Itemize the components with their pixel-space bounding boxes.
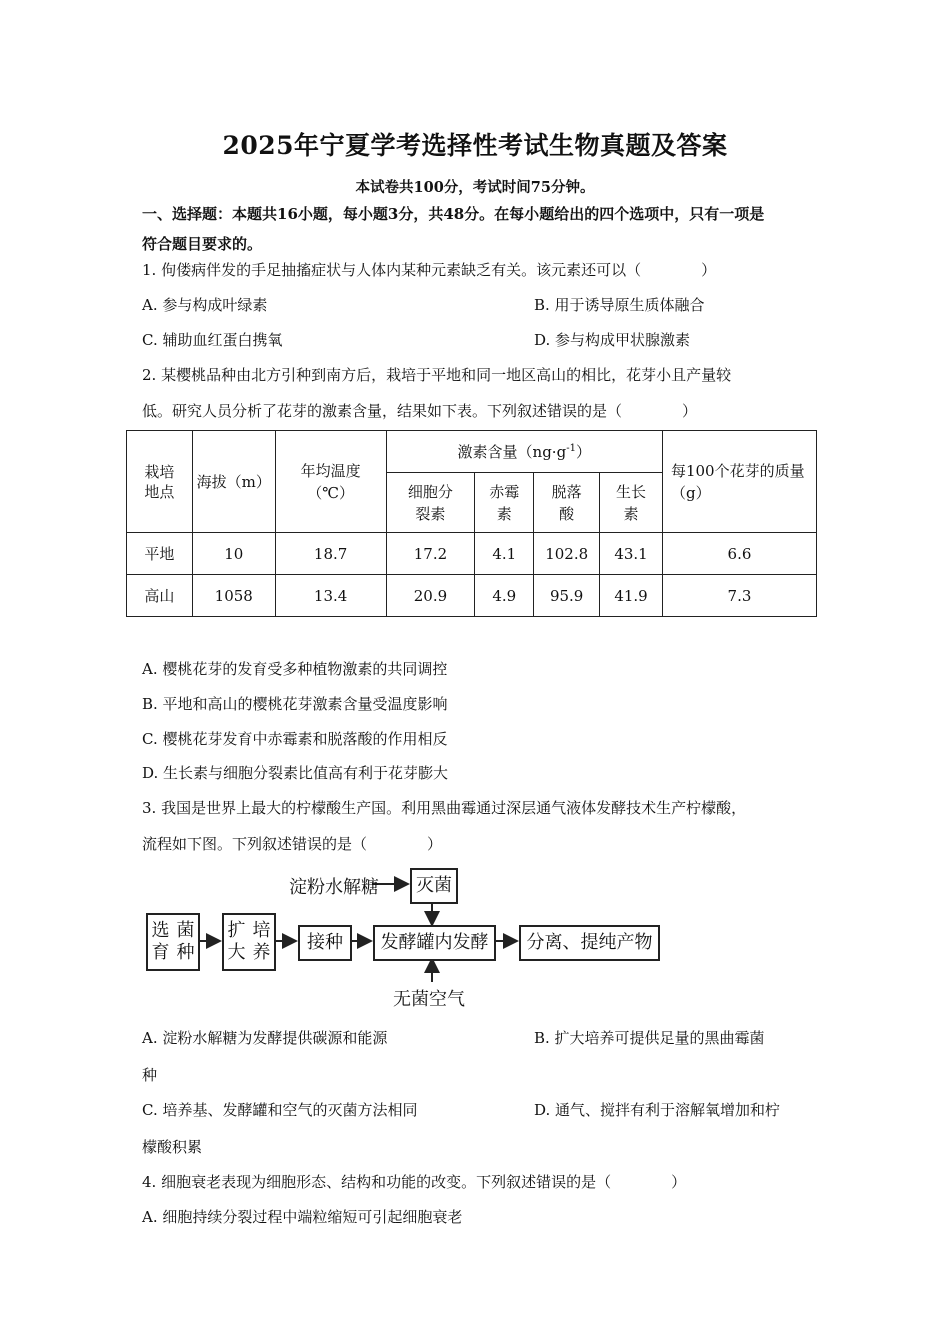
header-bud-mass: 每100个花芽的质量（g） bbox=[662, 431, 816, 533]
table-row bbox=[127, 575, 817, 617]
table-row bbox=[127, 533, 817, 575]
cell-auxin: 43.1 bbox=[600, 533, 663, 575]
cell-bud-mass: 6.6 bbox=[662, 533, 816, 575]
q3-stem-line2: 流程如下图。下列叙述错误的是（ ） bbox=[142, 835, 443, 853]
box-separate-purify: 分离、提纯产物 bbox=[519, 925, 660, 961]
box-expand-culture: 扩大 培养 bbox=[222, 913, 276, 971]
section-heading-line2: 符合题目要求的。 bbox=[142, 235, 263, 253]
q3-option-d: D. 通气、搅拌有利于溶解氧增加和柠 bbox=[534, 1101, 781, 1119]
header-hormone: 激素含量$(ng\cdot g^{-1})$ bbox=[386, 431, 662, 473]
q3-option-b: B. 扩大培养可提供足量的黑曲霉菌 bbox=[534, 1029, 765, 1047]
q1-stem: 1. 佝偻病伴发的手足抽搐症状与人体内某种元素缺乏有关。该元素还可以（ ） bbox=[142, 261, 717, 279]
q4-option-a: A. 细胞持续分裂过程中端粒缩短可引起细胞衰老 bbox=[142, 1208, 463, 1226]
label-sterile-air: 无菌空气 bbox=[393, 989, 465, 1010]
box-fermentation: 发酵罐内发酵 bbox=[373, 925, 496, 961]
cell-altitude: 10 bbox=[192, 533, 275, 575]
header-temperature: 年均温度（℃） bbox=[275, 431, 386, 533]
cell-temperature: 18.7 bbox=[275, 533, 386, 575]
q3-option-a: A. 淀粉水解糖为发酵提供碳源和能源 bbox=[142, 1029, 388, 1047]
cell-altitude: 1058 bbox=[192, 575, 275, 617]
box-inoculate: 接种 bbox=[298, 925, 352, 961]
q3-option-c: C. 培养基、发酵罐和空气的灭菌方法相同 bbox=[142, 1101, 418, 1119]
header-altitude: 海拔（m） bbox=[192, 431, 275, 533]
header-gibberellin: 赤霉素 bbox=[475, 473, 534, 533]
cell-temperature: 13.4 bbox=[275, 575, 386, 617]
cell-cytokinin: 20.9 bbox=[386, 575, 475, 617]
cell-abscisic-acid: 95.9 bbox=[534, 575, 600, 617]
box-sterilize: 灭菌 bbox=[410, 868, 458, 904]
q2-stem-line1: 2. 某樱桃品种由北方引种到南方后，栽培于平地和同一地区高山的相比，花芽小且产量较 bbox=[142, 366, 732, 384]
label-starch-sugar: 淀粉水解糖 bbox=[289, 877, 379, 898]
q2-stem-line2: 低。研究人员分析了花芽的激素含量，结果如下表。下列叙述错误的是（ ） bbox=[142, 402, 698, 420]
q2-option-c: C. 樱桃花芽发育中赤霉素和脱落酸的作用相反 bbox=[142, 730, 448, 748]
cell-bud-mass: 7.3 bbox=[662, 575, 816, 617]
q3-stem-line1: 3. 我国是世界上最大的柠檬酸生产国。利用黑曲霉通过深层通气液体发酵技术生产柠檬酸， bbox=[142, 799, 747, 817]
cell-gibberellin: 4.1 bbox=[475, 533, 534, 575]
cell-cytokinin: 17.2 bbox=[386, 533, 475, 575]
q1-option-a: A. 参与构成叶绿素 bbox=[142, 296, 268, 314]
header-auxin: 生长素 bbox=[600, 473, 663, 533]
section-heading-line1: 一、选择题：本题共16小题，每小题3分，共48分。在每小题给出的四个选项中，只有一项是 bbox=[142, 205, 765, 223]
cell-site: 平地 bbox=[127, 533, 193, 575]
q1-option-b: B. 用于诱导原生质体融合 bbox=[534, 296, 705, 314]
q2-option-d: D. 生长素与细胞分裂素比值高有利于花芽膨大 bbox=[142, 764, 449, 782]
q1-option-d: D. 参与构成甲状腺激素 bbox=[534, 331, 691, 349]
header-site: 栽培地点 bbox=[127, 431, 193, 533]
header-abscisic-acid: 脱落酸 bbox=[534, 473, 600, 533]
cell-auxin: 41.9 bbox=[600, 575, 663, 617]
exam-info: 本试卷共100分，考试时间75分钟。 bbox=[355, 179, 595, 196]
cell-abscisic-acid: 102.8 bbox=[534, 533, 600, 575]
hormone-table bbox=[126, 430, 817, 617]
q4-stem: 4. 细胞衰老表现为细胞形态、结构和功能的改变。下列叙述错误的是（ ） bbox=[142, 1173, 687, 1191]
cell-gibberellin: 4.9 bbox=[475, 575, 534, 617]
q1-option-c: C. 辅助血红蛋白携氧 bbox=[142, 331, 283, 349]
q2-option-a: A. 樱桃花芽的发育受多种植物激素的共同调控 bbox=[142, 660, 448, 678]
page-title: 2025年宁夏学考选择性考试生物真题及答案 bbox=[222, 131, 728, 160]
header-cytokinin: 细胞分裂素 bbox=[386, 473, 475, 533]
cell-site: 高山 bbox=[127, 575, 193, 617]
box-select-strain: 选育 菌种 bbox=[146, 913, 200, 971]
q3-option-d-cont: 檬酸积累 bbox=[142, 1138, 203, 1156]
q2-option-b: B. 平地和高山的樱桃花芽激素含量受温度影响 bbox=[142, 695, 448, 713]
q3-option-b-cont: 种 bbox=[142, 1066, 158, 1084]
